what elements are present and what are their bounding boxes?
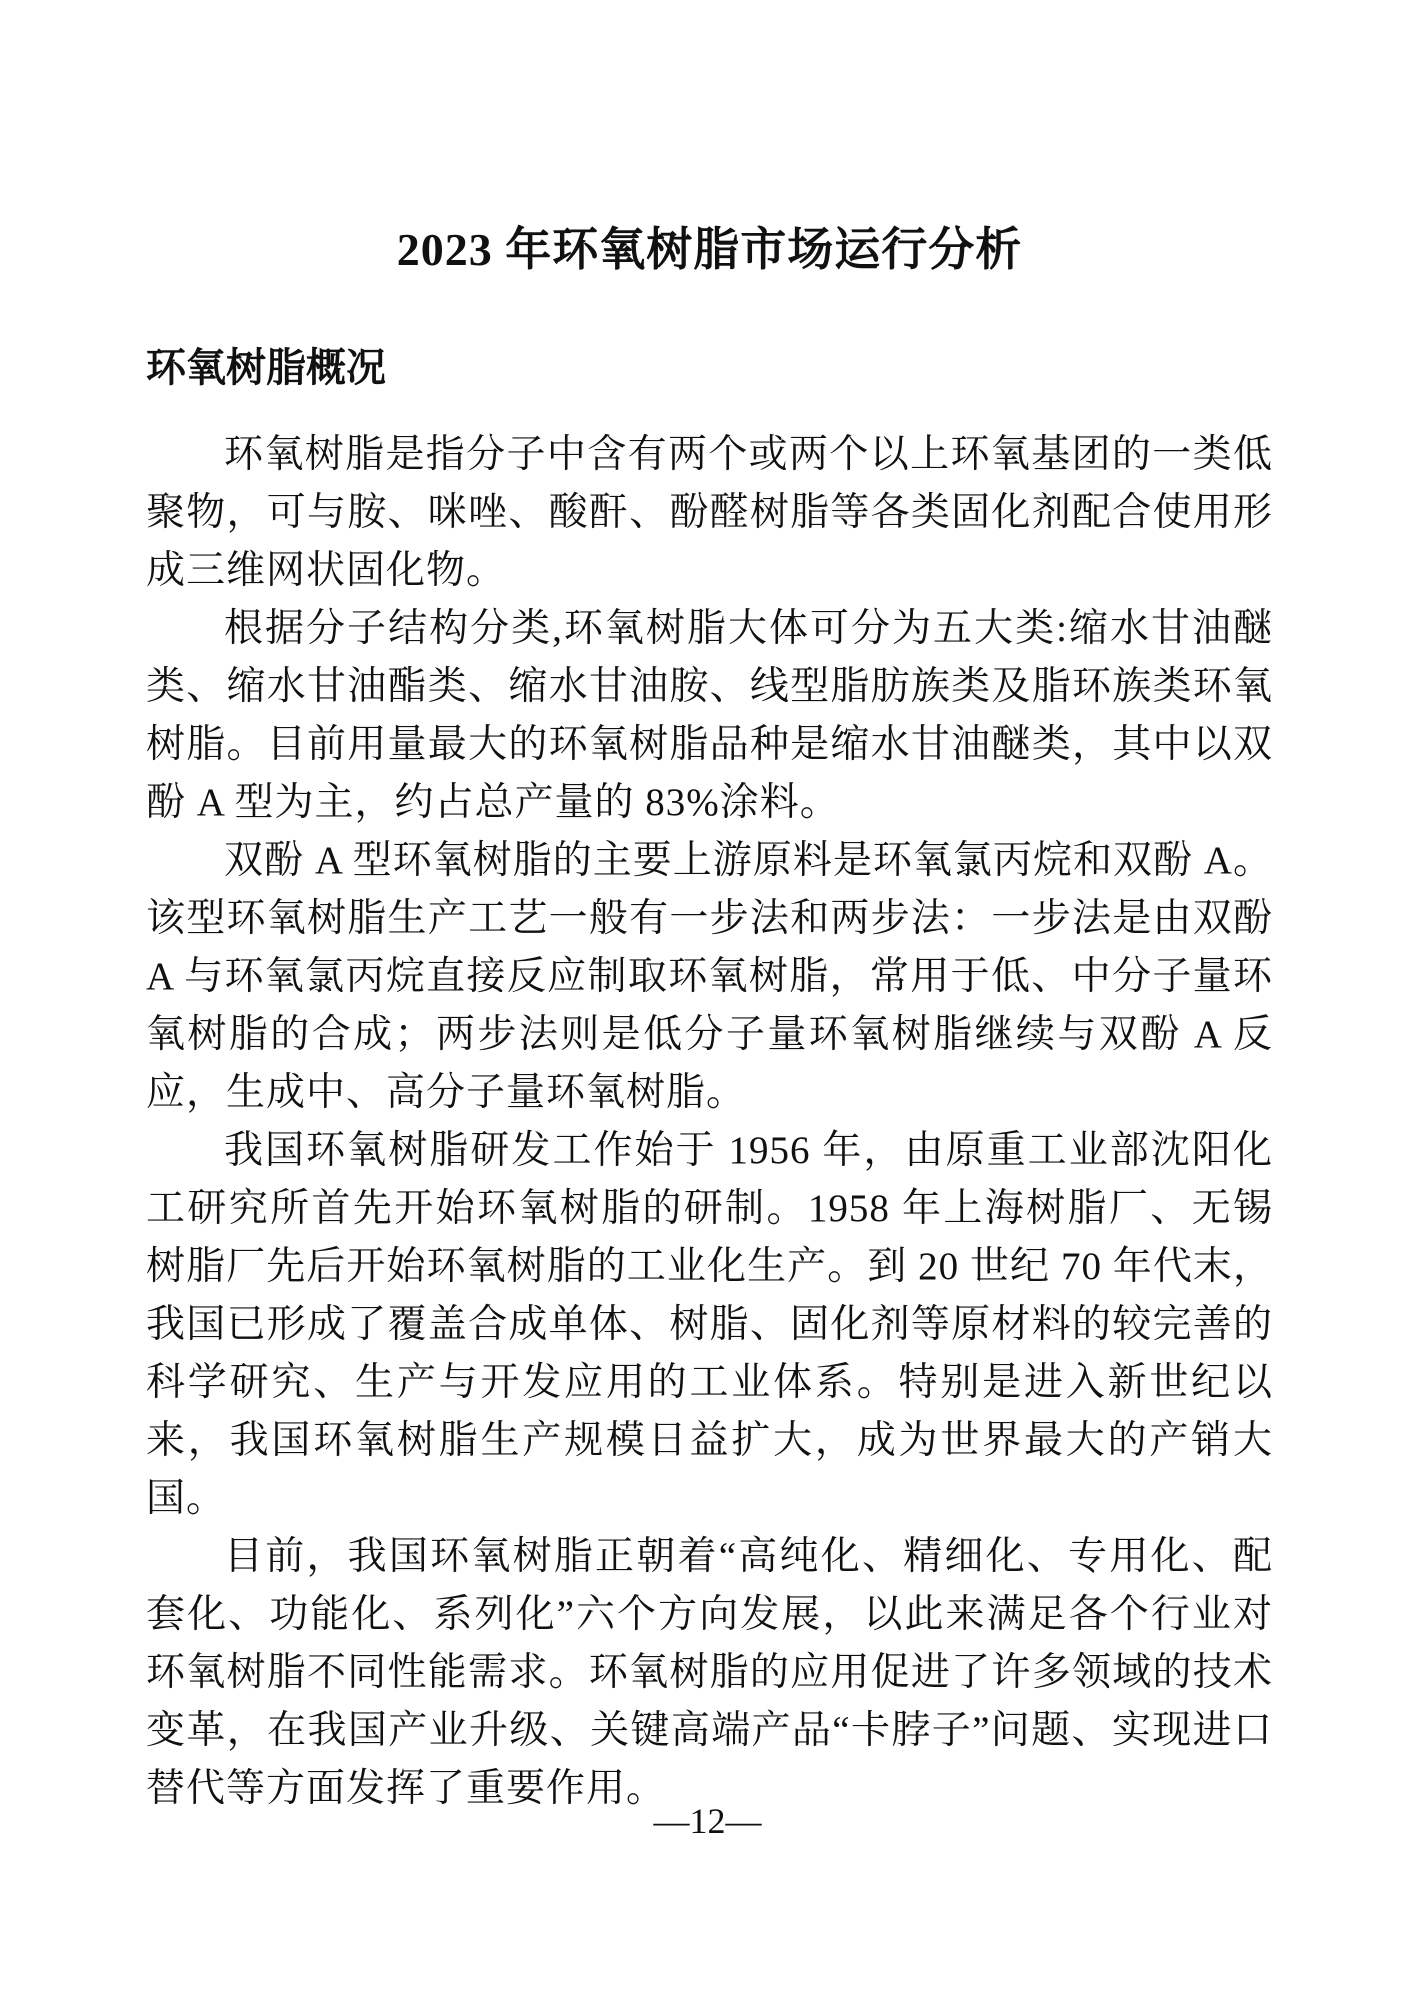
- section-heading: 环氧树脂概况: [146, 344, 386, 390]
- body-paragraph: 我国环氧树脂研发工作始于 1956 年，由原重工业部沈阳化工研究所首先开始环氧树脂的研制。1958 年上海树脂厂、无锡树脂厂先后开始环氧树脂的工业化生产。到 20 世纪 70 年代末，我国已形成了覆盖合成单体、树脂、固化剂等原材料的较完善的科学研究、生产与开发应用的工业体系。特别是进入新世纪以来，我国环氧树脂生产规模日益扩大，成为世界最大的产销大国。: [146, 1129, 1273, 1520]
- body-text: [146, 426, 1273, 1818]
- page-number: —12—: [653, 1801, 762, 1841]
- body-paragraph: 环氧树脂是指分子中含有两个或两个以上环氧基团的一类低聚物，可与胺、咪唑、酸酐、酚醛树脂等各类固化剂配合使用形成三维网状固化物。: [146, 433, 1273, 592]
- page-title: 2023 年环氧树脂市场运行分析: [396, 223, 1023, 275]
- body-paragraph: 双酚 A 型环氧树脂的主要上游原料是环氧氯丙烷和双酚 A。该型环氧树脂生产工艺一般有一步法和两步法：一步法是由双酚 A 与环氧氯丙烷直接反应制取环氧树脂，常用于低、中分子量环氧树脂的合成；两步法则是低分子量环氧树脂继续与双酚 A 反应，生成中、高分子量环氧树脂。: [146, 839, 1273, 1114]
- body-paragraph: 根据分子结构分类,环氧树脂大体可分为五大类:缩水甘油醚类、缩水甘油酯类、缩水甘油胺、线型脂肪族类及脂环族类环氧树脂。目前用量最大的环氧树脂品种是缩水甘油醚类，其中以双酚 A 型为主，约占总产量的 83%涂料。: [146, 607, 1273, 824]
- body-paragraph: 目前，我国环氧树脂正朝着“高纯化、精细化、专用化、配套化、功能化、系列化”六个方向发展，以此来满足各个行业对环氧树脂不同性能需求。环氧树脂的应用促进了许多领域的技术变革，在我国产业升级、关键高端产品“卡脖子”问题、实现进口替代等方面发挥了重要作用。: [146, 1535, 1273, 1810]
